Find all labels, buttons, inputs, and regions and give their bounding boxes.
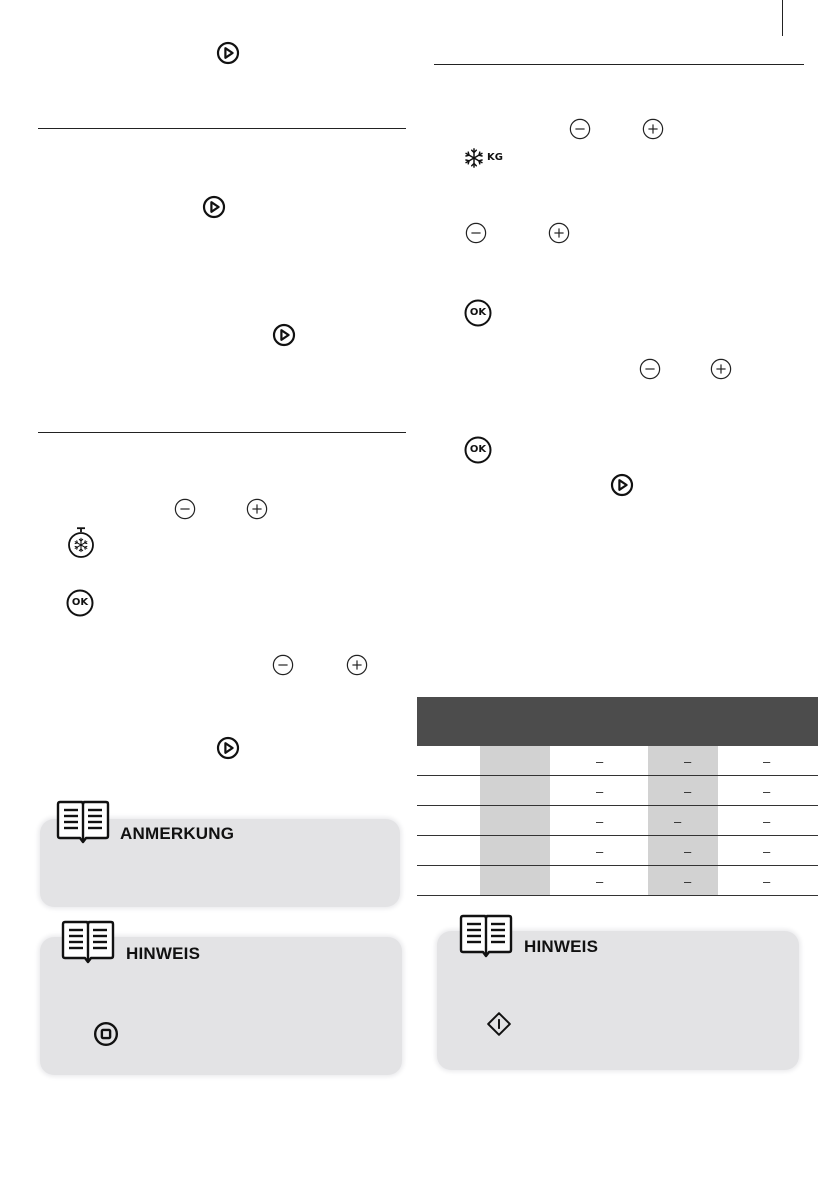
play-circle-icon: [272, 323, 296, 347]
ok-label: OK: [469, 444, 487, 455]
book-icon: [55, 800, 111, 844]
table-dash: –: [763, 814, 771, 829]
table-cell: [417, 836, 480, 865]
play-circle-icon: [610, 473, 634, 497]
table-dash: –: [763, 874, 771, 889]
table-cell: [718, 866, 818, 895]
data-table: [417, 746, 818, 896]
plus-circle-icon: [642, 118, 664, 140]
table-cell: [718, 746, 818, 775]
table-cell: [718, 806, 818, 835]
table-cell: [718, 776, 818, 805]
section-divider: [38, 128, 406, 129]
table-cell: [550, 746, 648, 775]
table-row: [417, 746, 818, 776]
table-cell: [480, 776, 550, 805]
book-icon: [60, 920, 116, 964]
ok-label: OK: [71, 597, 89, 608]
table-row: [417, 806, 818, 836]
table-dash: –: [684, 784, 692, 799]
note-title-hinweis: HINWEIS: [126, 944, 201, 963]
table-cell: [550, 836, 648, 865]
table-cell: [480, 866, 550, 895]
table-cell: [550, 866, 648, 895]
table-cell: [648, 866, 718, 895]
table-dash: –: [684, 754, 692, 769]
plus-circle-icon: [246, 498, 268, 520]
table-cell: [480, 836, 550, 865]
top-edge-line: [782, 0, 783, 36]
table-row: [417, 866, 818, 896]
table-cell: [480, 806, 550, 835]
play-circle-icon: [202, 195, 226, 219]
plus-circle-icon: [548, 222, 570, 244]
ok-label: OK: [469, 307, 487, 318]
book-icon: [458, 914, 514, 958]
minus-circle-icon: [272, 654, 294, 676]
table-dash: –: [596, 874, 604, 889]
ok-button-icon: [66, 589, 94, 617]
table-dash: –: [596, 844, 604, 859]
minus-circle-icon: [174, 498, 196, 520]
section-divider: [38, 432, 406, 433]
table-dash: –: [763, 844, 771, 859]
table-cell: [648, 806, 718, 835]
table-header: [417, 697, 818, 746]
note-title-anmerkung: ANMERKUNG: [120, 824, 235, 843]
ok-button-icon: [464, 436, 492, 464]
plus-circle-icon: [346, 654, 368, 676]
minus-circle-icon: [639, 358, 661, 380]
defrost-weight-icon: [463, 147, 509, 169]
kg-label: KG: [487, 152, 503, 163]
table-dash: –: [596, 814, 604, 829]
table-cell: [480, 746, 550, 775]
table-cell: [417, 866, 480, 895]
table-dash: –: [684, 874, 692, 889]
table-cell: [718, 836, 818, 865]
table-cell: [648, 776, 718, 805]
table-cell: [550, 806, 648, 835]
table-cell: [417, 776, 480, 805]
section-divider: [434, 64, 804, 65]
diamond-info-icon: [486, 1011, 512, 1037]
defrost-timer-icon: [67, 527, 95, 559]
table-cell: [417, 746, 480, 775]
table-row: [417, 776, 818, 806]
table-dash: –: [684, 844, 692, 859]
table-dash: –: [596, 784, 604, 799]
table-cell: [648, 746, 718, 775]
minus-circle-icon: [465, 222, 487, 244]
table-cell: [550, 776, 648, 805]
minus-circle-icon: [569, 118, 591, 140]
plus-circle-icon: [710, 358, 732, 380]
table-row: [417, 836, 818, 866]
table-cell: [417, 806, 480, 835]
table-dash: –: [763, 754, 771, 769]
ok-button-icon: [464, 299, 492, 327]
play-circle-icon: [216, 41, 240, 65]
table-dash: –: [674, 814, 682, 829]
stop-circle-icon: [93, 1021, 119, 1047]
table-cell: [648, 836, 718, 865]
table-dash: –: [596, 754, 604, 769]
play-circle-icon: [216, 736, 240, 760]
table-dash: –: [763, 784, 771, 799]
note-title-hinweis: HINWEIS: [524, 937, 599, 956]
